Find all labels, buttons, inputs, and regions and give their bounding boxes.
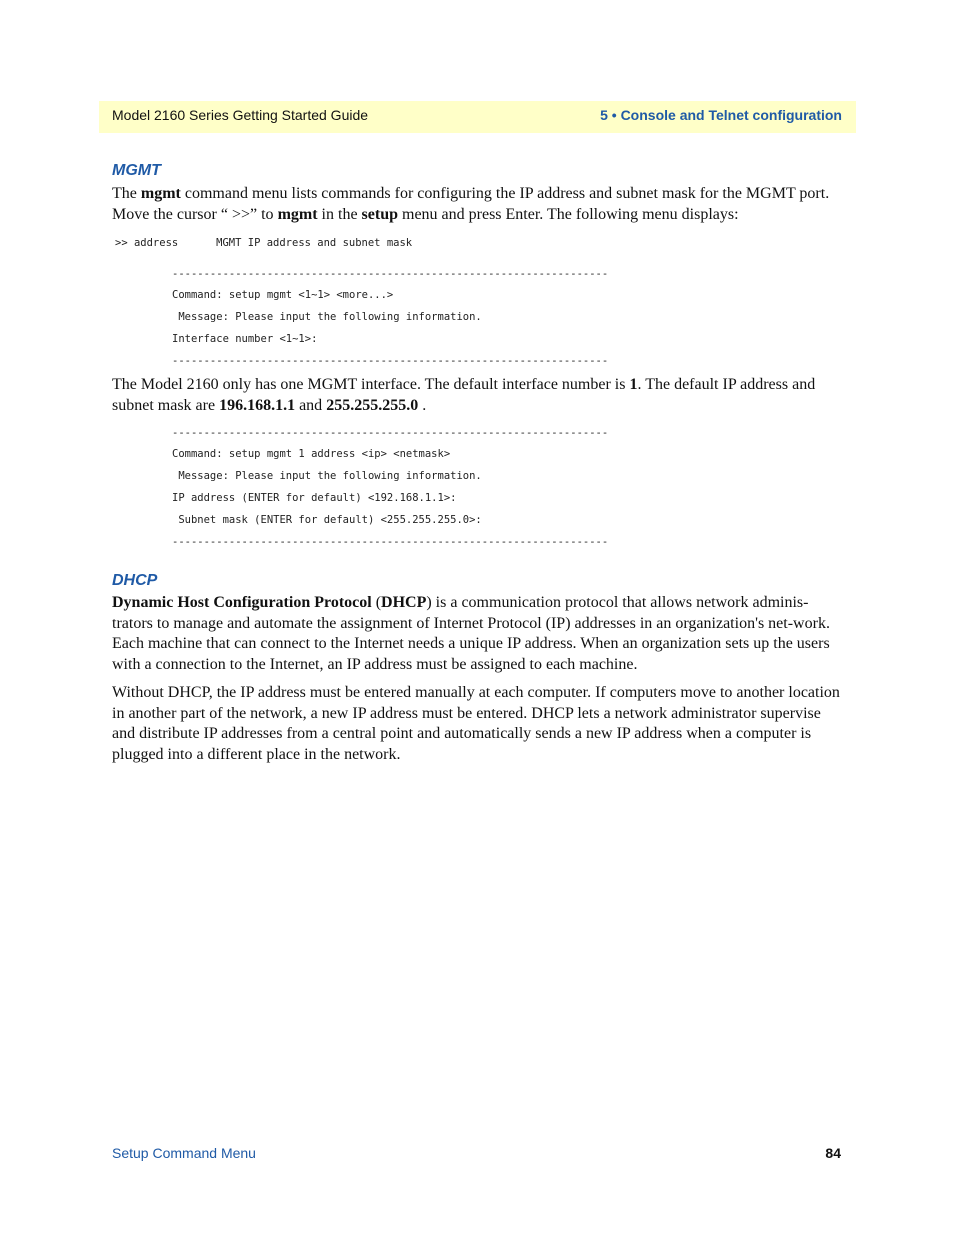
mgmt-defaults-paragraph: The Model 2160 only has one MGMT interface. The default interface number is 1. The default IP address and subnet mask are 196.168.1.1 and 255.255.255.0 . (112, 376, 816, 414)
code-line: Message: Please input the following information. (172, 311, 482, 323)
running-header (99, 101, 856, 133)
header-chapter-title: 5 • Console and Telnet configuration (600, 107, 842, 123)
code-divider: --------------------------------------------------------------------- (172, 355, 609, 367)
code-line: Subnet mask (ENTER for default) <255.255.255.0>: (172, 514, 482, 526)
dhcp-definition-paragraph: Dynamic Host Configuration Protocol (DHCP) is a communication protocol that allows network adminis-trators to manage and automate the assignment of Internet Protocol (IP) addresses in an organization's net-work. Each machine that can connect to the Internet needs a unique IP address. When an organization sets up the users with a connection to the Internet, an IP address must be assigned to each machine. (112, 594, 830, 673)
code-divider: --------------------------------------------------------------------- (172, 536, 609, 548)
code-line: IP address (ENTER for default) <192.168.1.1>: (172, 492, 457, 504)
menu-line-address: >> address MGMT IP address and subnet mask (115, 237, 413, 249)
page-number: 84 (825, 1145, 841, 1161)
code-line: Command: setup mgmt <1~1> <more...> (172, 289, 394, 301)
header-document-title: Model 2160 Series Getting Started Guide (112, 107, 369, 123)
code-line: Message: Please input the following information. (172, 470, 482, 482)
footer-section-title: Setup Command Menu (112, 1145, 256, 1161)
code-line: Command: setup mgmt 1 address <ip> <netmask> (172, 448, 451, 460)
mgmt-intro-paragraph: The mgmt command menu lists commands for configuring the IP address and subnet mask for the MGMT port. Move the cursor “ >>” to mgmt in the setup menu and press Enter. The following menu displays: (112, 185, 830, 223)
section-heading-mgmt: MGMT (112, 162, 161, 179)
code-divider: --------------------------------------------------------------------- (172, 268, 609, 280)
section-heading-dhcp: DHCP (112, 572, 158, 589)
code-line: Interface number <1~1>: (172, 333, 318, 345)
code-divider: --------------------------------------------------------------------- (172, 427, 609, 439)
dhcp-explanation-paragraph: Without DHCP, the IP address must be entered manually at each computer. If computers move to another location in another part of the network, a new IP address must be entered. DHCP lets a network administrator supervise and distribute IP addresses from a central point and automatically sends a new IP address when a computer is plugged into a different place in the network. (112, 684, 840, 763)
